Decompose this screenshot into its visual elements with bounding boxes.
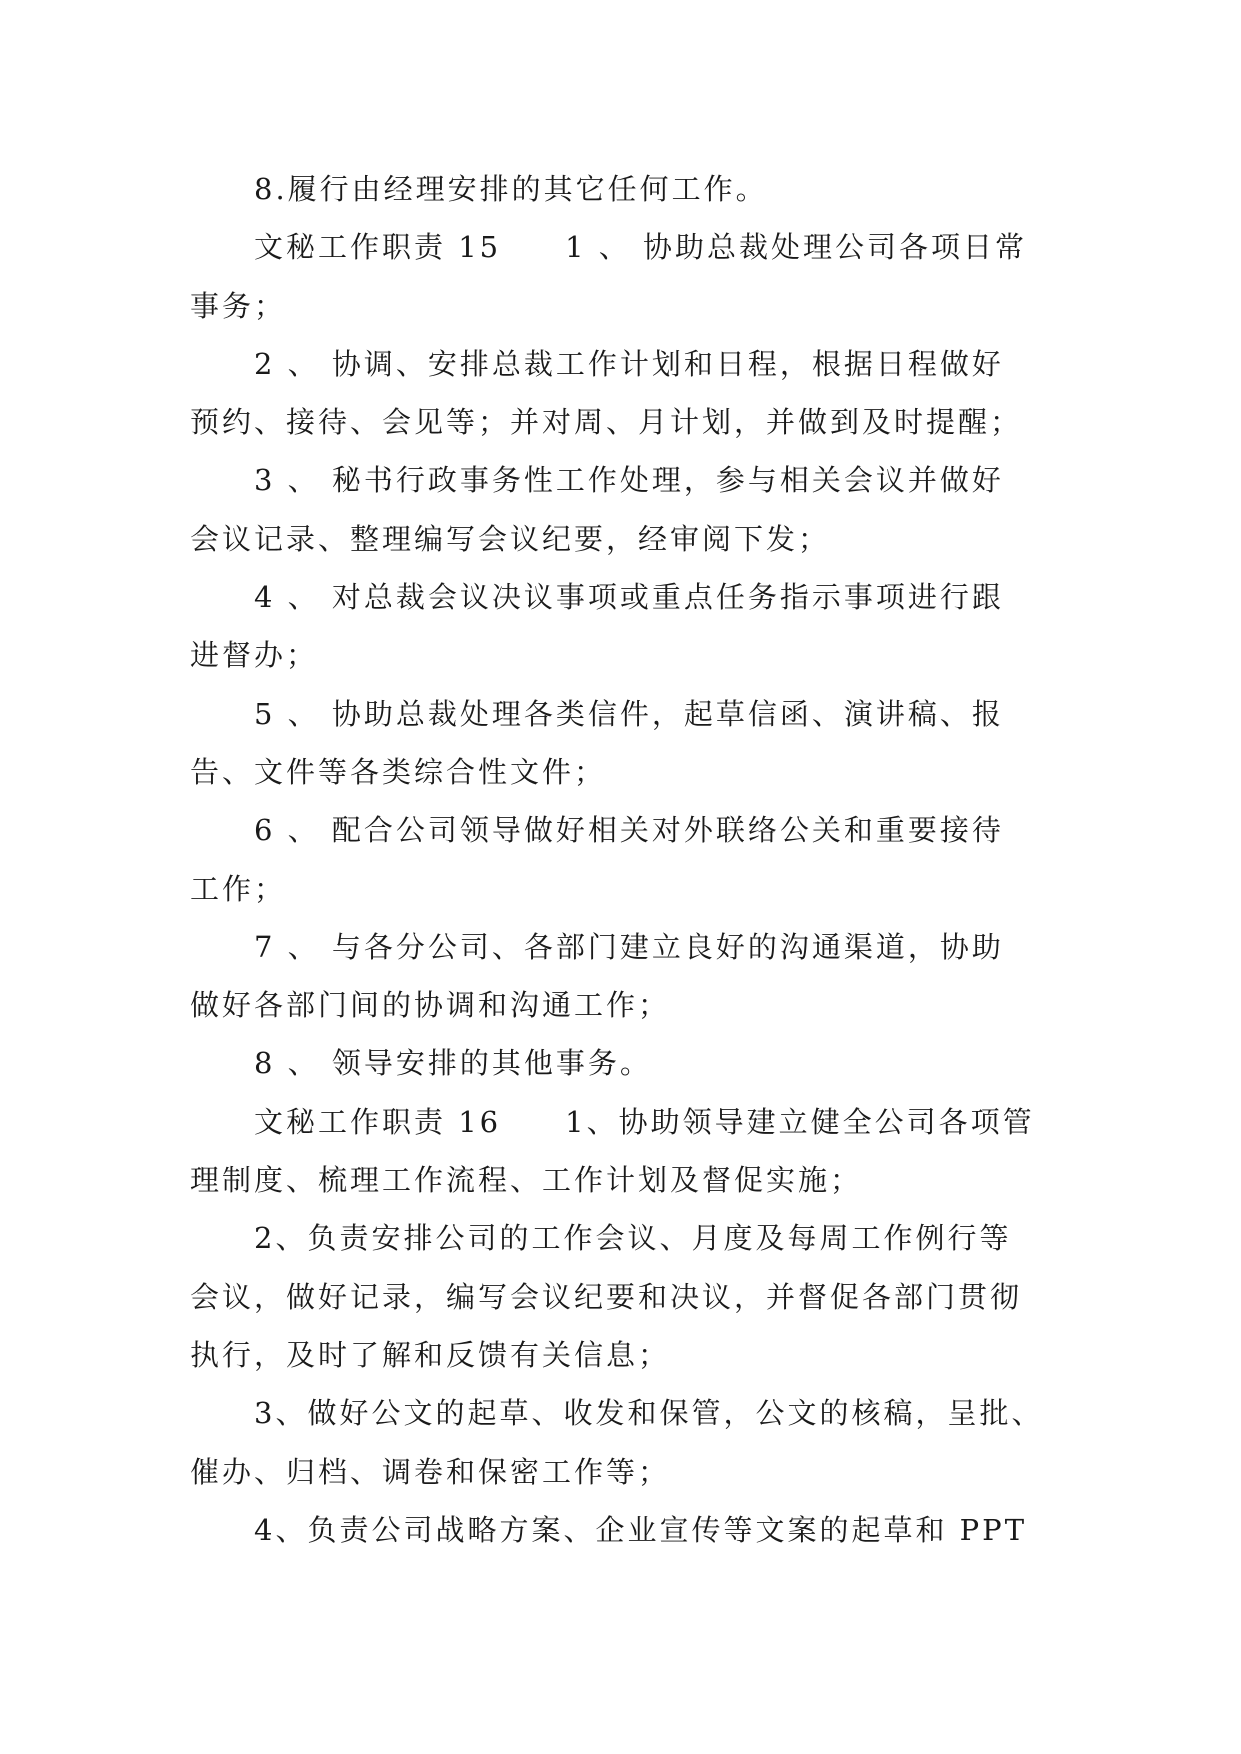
text-line: 催办、归档、调卷和保密工作等； xyxy=(190,1454,671,1489)
text-line: 执行，及时了解和反馈有关信息； xyxy=(190,1337,671,1372)
text-line: 3、做好公文的起草、收发和保管，公文的核稿，呈批、 xyxy=(254,1396,1044,1431)
text-line: 7 、 与各分公司、各部门建立良好的沟通渠道，协助 xyxy=(254,929,1004,964)
text-line: 事务； xyxy=(190,288,287,323)
text-line: 理制度、梳理工作流程、工作计划及督促实施； xyxy=(190,1163,863,1198)
text-line: 会议，做好记录，编写会议纪要和决议，并督促各部门贯彻 xyxy=(190,1279,1023,1314)
text-line: 文秘工作职责 16 1、协助领导建立健全公司各项管 xyxy=(254,1104,1035,1139)
text-line: 做好各部门间的协调和沟通工作； xyxy=(190,988,671,1023)
text-line: 4、负责公司战略方案、企业宣传等文案的起草和 PPT xyxy=(254,1512,1028,1547)
text-line: 工作； xyxy=(190,871,287,906)
text-line: 8.履行由经理安排的其它任何工作。 xyxy=(254,172,768,206)
text-line: 进督办； xyxy=(190,638,319,673)
text-line: 2、负责安排公司的工作会议、月度及每周工作例行等 xyxy=(254,1221,1012,1256)
text-line: 文秘工作职责 15 1 、 协助总裁处理公司各项日常 xyxy=(254,230,1028,265)
text-line: 5 、 协助总裁处理各类信件，起草信函、演讲稿、报 xyxy=(254,696,1004,731)
document-body xyxy=(190,160,1070,1559)
text-line: 3 、 秘书行政事务性工作处理，参与相关会议并做好 xyxy=(254,463,1004,498)
text-line: 2 、 协调、安排总裁工作计划和日程，根据日程做好 xyxy=(254,346,1004,381)
text-line: 预约、接待、会见等；并对周、月计划，并做到及时提醒； xyxy=(190,405,1023,440)
text-line: 4 、 对总裁会议决议事项或重点任务指示事项进行跟 xyxy=(254,580,1004,615)
text-line: 会议记录、整理编写会议纪要，经审阅下发； xyxy=(190,521,831,556)
text-line: 8 、 领导安排的其他事务。 xyxy=(254,1046,652,1081)
text-line: 告、文件等各类综合性文件； xyxy=(190,754,607,789)
text-line: 6 、 配合公司领导做好相关对外联络公关和重要接待 xyxy=(254,813,1004,848)
